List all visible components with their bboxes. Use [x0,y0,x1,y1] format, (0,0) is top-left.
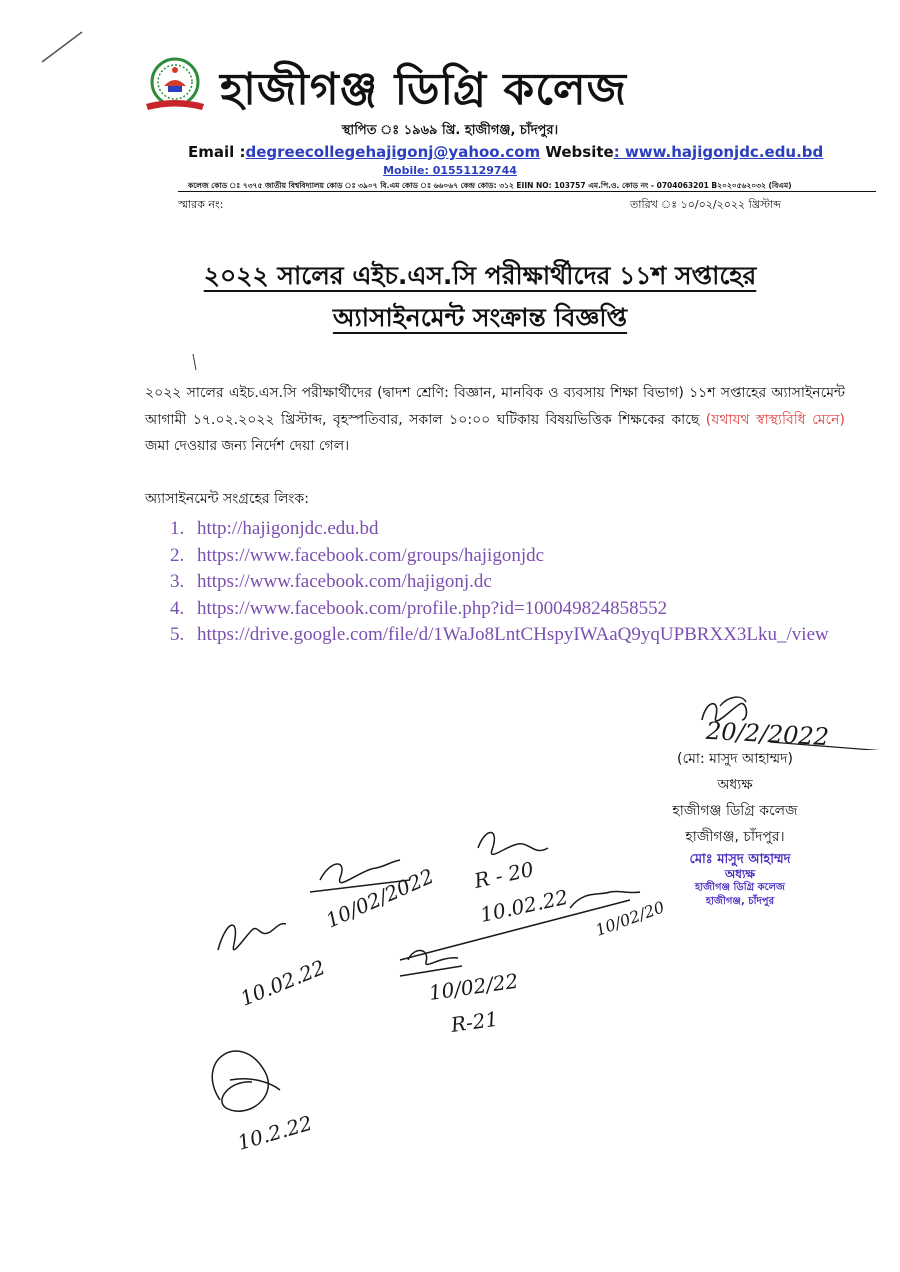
signature-date: 20/2/2022 [705,716,830,752]
stamp-name: মোঃ মাসুদ আহাম্মদ [689,852,791,867]
email-link[interactable]: degreecollegehajigonj@yahoo.com [245,143,541,161]
link-facebook-profile[interactable]: https://www.facebook.com/profile.php?id=100049824858552 [197,597,668,619]
signature-location: হাজীগঞ্জ, চাঁদপুর। [685,829,785,845]
link-google-drive[interactable]: https://drive.google.com/file/d/1WaJo8LntCHspyIWAaQ9yqUPBRXX3Lku_/view [197,624,829,645]
scan-mark [38,28,88,68]
link-facebook-page[interactable]: https://www.facebook.com/hajigonj.dc [197,571,492,592]
list-item [170,543,837,570]
website-link[interactable]: : www.hajigonjdc.edu.bd [613,143,824,161]
initial-date-6: 10.2.22 [234,1110,315,1155]
list-item [170,516,837,543]
list-number: 2. [170,544,185,566]
stamp-location: হাজীগঞ্জ, চাঁদপুর [705,896,775,907]
notice-date: তারিখ ঃ ১০/০২/২০২২ খ্রিস্টাব্দ [630,198,781,211]
notice-title-line1: ২০২২ সালের এইচ.এস.সি পরীক্ষার্থীদের ১১শ সপ্তাহের [203,261,757,290]
pen-mark [190,352,200,374]
notice-title-line2: অ্যাসাইনমেন্ট সংক্রান্ত বিজ্ঞপ্তি [332,303,628,332]
link-college-website[interactable]: http://hajigonjdc.edu.bd [197,518,379,539]
initial-date-3: 10.02.22 [478,884,571,927]
initial-roll-3: R - 20 [472,856,536,893]
list-number: 4. [170,597,185,619]
initial-date-2: 10/02/2022 [322,863,438,933]
contact-line [188,143,823,161]
handwritten-initials-signatures [200,820,680,1170]
list-item [170,596,837,623]
list-number: 1. [170,518,185,539]
links-heading: অ্যাসাইনমেন্ট সংগ্রহের লিংক: [145,491,309,507]
memo-number-label: স্মারক নং: [178,198,224,211]
initial-roll-5: R-21 [449,1006,500,1037]
notice-body: ২০২২ সালের এইচ.এস.সি পরীক্ষার্থীদের (দ্বাদশ শ্রেণি: বিজ্ঞান, মানবিক ও ব্যবসায় শিক্ষা বিভাগ) ১১শ সপ্তাহের অ্যাসাইনমেন্ট আগামী ১৭.০২.২০২২ খ্রিস্টাব্দ, বৃহস্পতিবার, সকাল ১০:০০ ঘটিকায় বিষয়ভিত্তিক শিক্ষকের কাছে (যথাযথ স্বাস্থ্যবিধি মেনে) জমা দেওয়ার জন্য নির্দেশ দেয়া গেল। [145,385,845,454]
list-number: 3. [170,571,185,592]
stamp-college: হাজীগঞ্জ ডিগ্রি কলেজ [694,882,785,893]
mobile-number: Mobile: 01551129744 [383,164,517,177]
established-line: স্থাপিত ঃ ১৯৬৯ খ্রি. হাজীগঞ্জ, চাঁদপুর। [341,123,559,138]
college-logo [142,56,208,112]
initial-date-1: 10.02.22 [236,955,329,1011]
principal-designation: অধ্যক্ষ [717,777,753,793]
website-label: Website [545,143,614,161]
link-facebook-group[interactable]: https://www.facebook.com/groups/hajigonjdc [197,544,545,566]
list-item [170,569,837,596]
list-number: 5. [170,624,185,645]
signature-college: হাজীগঞ্জ ডিগ্রি কলেজ [672,803,798,819]
health-guideline-highlight: (যথাযথ স্বাস্থ্যবিধি মেনে) [705,411,845,428]
list-item [170,622,837,649]
header-divider [178,191,876,192]
initial-date-4: 10/02/20 [592,897,667,940]
stamp-designation: অধ্যক্ষ [724,867,756,881]
initial-date-5: 10/02/22 [427,968,520,1005]
email-label: Email : [188,143,246,161]
college-codes: কলেজ কোড ঃ ৭৩৭৫ জাতীয় বিশ্ববিদ্যালয় কোড ঃ ৩৯০৭ বি.এম কোড ঃ ৬৬০৬৭ কেন্দ্র কোড: ৩১২ EIIN NO: 103757 এম.পি.ও. কোড নং - 0704063201 B২০২০৫৬২০৩২ (বিএম) [188,181,792,190]
college-name: হাজীগঞ্জ ডিগ্রি কলেজ [220,64,628,115]
principal-name: (মো: মাসুদ আহাম্মদ) [677,751,793,767]
assignment-links-list [170,516,837,649]
